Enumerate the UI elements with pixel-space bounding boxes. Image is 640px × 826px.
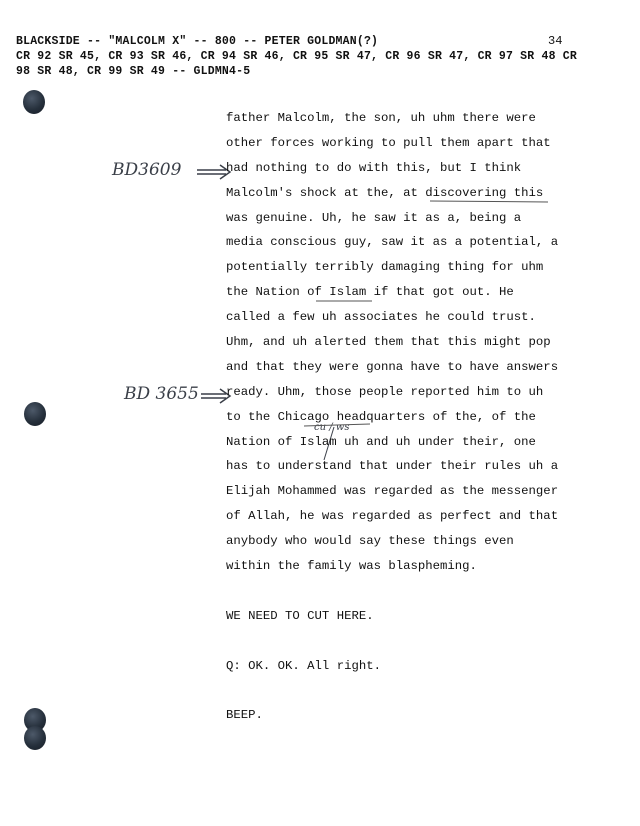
transcript-line: Elijah Mohammed was regarded as the messenger bbox=[226, 484, 559, 499]
transcript-line: had nothing to do with this, but I think bbox=[226, 160, 522, 175]
transcript-line: within the family was blaspheming. bbox=[226, 559, 477, 574]
transcript-body bbox=[226, 106, 626, 728]
header-line-1: BLACKSIDE -- "MALCOLM X" -- 800 -- PETER GOLDMAN(?) bbox=[16, 35, 379, 48]
transcript-line: media conscious guy, saw it as a potential, a bbox=[226, 235, 559, 250]
transcript-line: Nation of Islam uh and uh under their, one bbox=[226, 434, 536, 449]
question-line: Q: OK. OK. All right. bbox=[226, 658, 381, 673]
punch-hole-top bbox=[23, 90, 45, 114]
transcript-line: called a few uh associates he could trust. bbox=[226, 310, 536, 325]
transcript-line: ready. Uhm, those people reported him to uh bbox=[226, 384, 544, 399]
transcript-line: other forces working to pull them apart that bbox=[226, 135, 551, 150]
transcript-line: the Nation of Islam if that got out. He bbox=[226, 285, 514, 300]
header-line-3: 98 SR 48, CR 99 SR 49 -- GLDMN4-5 bbox=[16, 65, 251, 78]
cut-note: WE NEED TO CUT HERE. bbox=[226, 608, 374, 623]
transcript-line: father Malcolm, the son, uh uhm there were bbox=[226, 111, 536, 125]
handwritten-mark-2: BD 3655 bbox=[124, 384, 199, 404]
transcript-line: Uhm, and uh alerted them that this might pop bbox=[226, 335, 551, 350]
transcript-line: to the Chicago headquarters of the, of the bbox=[226, 409, 536, 424]
punch-hole-middle bbox=[24, 402, 46, 426]
page-number: 34 bbox=[548, 34, 563, 48]
beep-line: BEEP. bbox=[226, 708, 263, 723]
transcript-line: and that they were gonna have to have answers bbox=[226, 359, 559, 374]
transcript-line: anybody who would say these things even bbox=[226, 534, 514, 549]
transcript-line: was genuine. Uh, he saw it as a, being a bbox=[226, 210, 522, 225]
header-line-2: CR 92 SR 45, CR 93 SR 46, CR 94 SR 46, CR 95 SR 47, CR 96 SR 47, CR 97 SR 48 CR bbox=[16, 50, 577, 63]
transcript-line: potentially terribly damaging thing for uhm bbox=[226, 260, 544, 275]
transcript-line: has to understand that under their rules uh a bbox=[226, 459, 559, 474]
transcript-line: Malcolm's shock at the, at discovering this bbox=[226, 185, 544, 200]
document-header bbox=[16, 34, 616, 79]
transcript-line: of Allah, he was regarded as perfect and that bbox=[226, 509, 559, 524]
punch-hole-bottom-2 bbox=[24, 726, 46, 750]
handwritten-mark-1: BD3609 bbox=[112, 160, 182, 180]
handwritten-mark-3: cu / ws bbox=[314, 422, 350, 433]
